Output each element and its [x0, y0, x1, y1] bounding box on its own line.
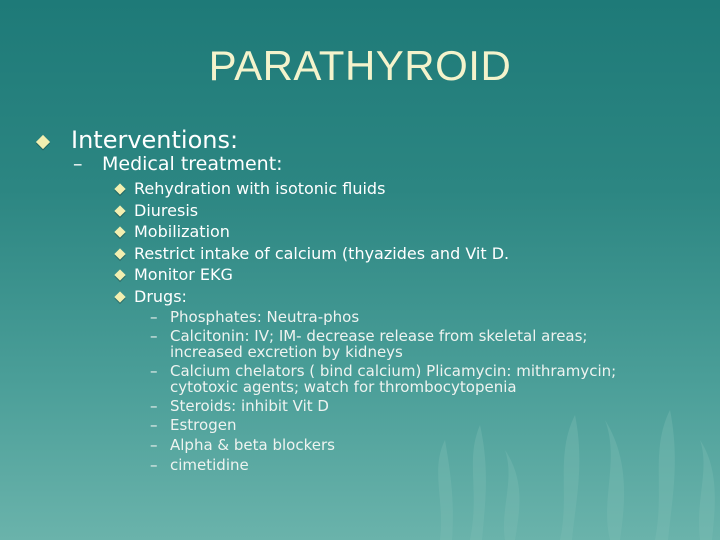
level4-item: Steroids: inhibit Vit D [170, 397, 329, 415]
bullet-diamond-icon [114, 205, 125, 216]
level4-dash: – [150, 327, 158, 345]
bullet-diamond-icon [114, 269, 125, 280]
level4-item: Calcitonin: IV; IM- decrease release from skeletal areas; [170, 327, 588, 345]
level4-item-continuation: cytotoxic agents; watch for thrombocytopenia [170, 378, 517, 396]
level4-dash: – [150, 397, 158, 415]
slide-title: PARATHYROID [208, 42, 512, 89]
level4-dash: – [150, 456, 158, 474]
level3-item: Monitor EKG [134, 265, 233, 284]
level2-dash: – [73, 153, 83, 175]
level3-item: Rehydration with isotonic fluids [134, 179, 386, 198]
level4-item: Alpha & beta blockers [170, 436, 335, 454]
level4-item-continuation: increased excretion by kidneys [170, 343, 403, 361]
level3-item: Mobilization [134, 222, 230, 241]
level3-item: Drugs: [134, 287, 187, 306]
bullet-diamond-icon [114, 226, 125, 237]
level4-item: cimetidine [170, 456, 249, 474]
bullet-diamond-icon [114, 248, 125, 259]
bullet-diamond-icon [36, 135, 50, 149]
level3-item: Diuresis [134, 201, 199, 220]
level4-item: Estrogen [170, 416, 237, 434]
level4-dash: – [150, 362, 158, 380]
level2-item: Medical treatment: [102, 153, 283, 175]
level3-item: Restrict intake of calcium (thyazides and Vit D. [134, 244, 510, 263]
level1-item: Interventions: [71, 126, 239, 154]
seaweed-decoration [0, 380, 720, 540]
bullet-diamond-icon [114, 183, 125, 194]
bullet-diamond-icon [114, 291, 125, 302]
level4-dash: – [150, 308, 158, 326]
level4-dash: – [150, 436, 158, 454]
level4-item: Calcium chelators ( bind calcium) Plicamycin: mithramycin; [170, 362, 617, 380]
level4-dash: – [150, 416, 158, 434]
level4-item: Phosphates: Neutra-phos [170, 308, 360, 326]
